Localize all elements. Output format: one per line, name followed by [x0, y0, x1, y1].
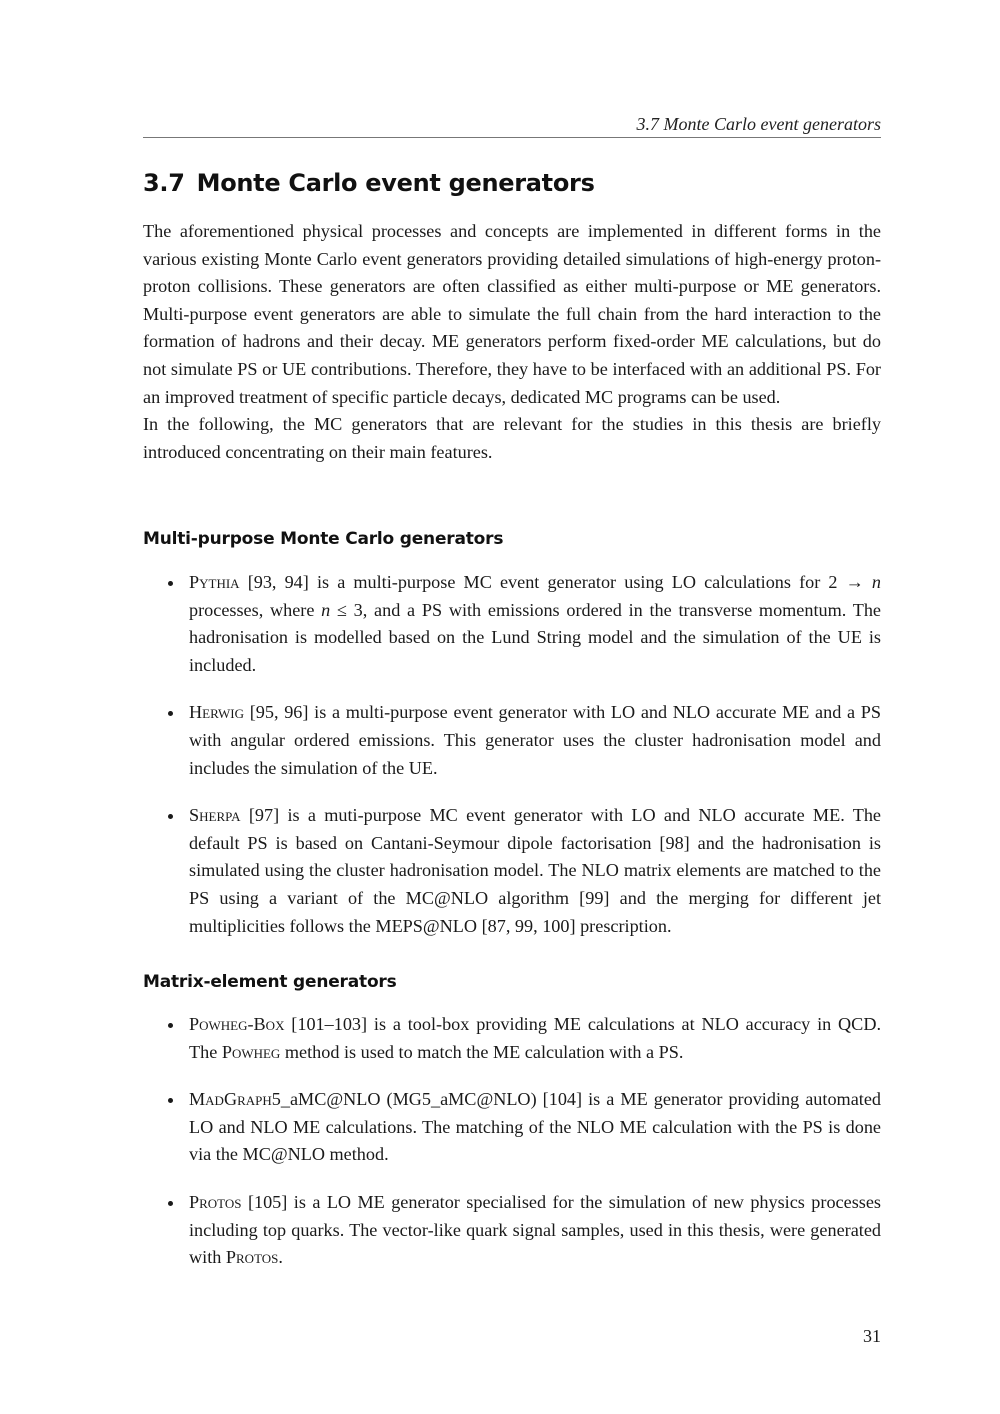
intro-paragraph-2: In the following, the MC generators that are relevant for the studies in this thesis are briefly introduced concentrating on their main features. — [143, 414, 881, 462]
generator-name: Sherpa — [189, 805, 241, 826]
section-number: 3.7 — [143, 169, 185, 197]
generator-name: MadGraph5_aMC@NLO — [189, 1089, 381, 1110]
subsection-title-multipurpose: Multi-purpose Monte Carlo generators — [143, 529, 504, 549]
list-item-sherpa: Sherpa [97] is a muti-purpose MC event generator with LO and NLO accurate ME. The default PS is based on Cantani-Seymour dipole factorisation [98] and the hadronisation is simulated using the cluster hadronisation model. The NLO matrix elements are matched to the PS using a variant of the MC@NLO algorithm [99] and the merging for different jet multiplicities follows the MEPS@NLO [87, 99, 100] prescription. — [143, 802, 881, 940]
generator-name: Herwig — [189, 702, 245, 723]
bullet-icon — [168, 1098, 173, 1103]
citation: [95, 96] — [249, 702, 309, 723]
generator-name: Powheg-Box — [189, 1014, 285, 1034]
bullet-icon — [168, 581, 173, 586]
page-number: 31 — [863, 1326, 881, 1346]
bullet-icon — [168, 1201, 173, 1206]
list-item-madgraph: MadGraph5_aMC@NLO (MG5_aMC@NLO) [104] is a ME generator providing automated LO and NLO ME calculations. The matching of the NLO ME calculation with the PS is done via the MC@NLO method. — [143, 1086, 881, 1169]
multipurpose-list — [143, 569, 881, 940]
section-title — [143, 166, 595, 200]
matrix-element-list — [143, 1011, 881, 1272]
citation: [93, 94] — [247, 572, 309, 592]
bullet-icon — [168, 1023, 173, 1028]
intro-paragraph-1: The aforementioned physical processes and concepts are implemented in different forms in the various existing Monte Carlo event generators providing detailed simulations of high-energy proton-proton collisions. These generators are often classified as either multi-purpose or ME generators. Multi-purpose event generators are able to simulate the full chain from the hard interaction to the formation of hadrons and their decay. ME generators perform fixed-order ME calculations, but do not simulate PS or UE contributions. Therefore, they have to be interfaced with an additional PS. For an improved treatment of specific particle decays, dedicated MC programs can be used. — [143, 221, 881, 407]
list-item-herwig: Herwig [95, 96] is a multi-purpose event generator with LO and NLO accurate ME and a PS with angular ordered emissions. This generator uses the cluster hadronisation model and includes the simulation of the UE. — [143, 699, 881, 782]
bullet-icon — [168, 814, 173, 819]
section-title-text: Monte Carlo event generators — [196, 169, 595, 197]
citation: [101–103] — [291, 1014, 368, 1034]
subsection-title-matrix-element: Matrix-element generators — [143, 972, 397, 992]
list-item-protos: Protos [105] is a LO ME generator specialised for the simulation of new physics processes including top quarks. The vector-like quark signal samples, used in this thesis, were generated with Protos. — [143, 1189, 881, 1272]
generator-name: Pythia — [189, 572, 240, 592]
list-item-powheg-box: Powheg-Box [101–103] is a tool-box providing ME calculations at NLO accuracy in QCD. The Powheg method is used to match the ME calculation with a PS. — [143, 1011, 881, 1066]
citation: [105] — [247, 1191, 288, 1212]
generator-name: Protos — [189, 1191, 242, 1212]
list-item-pythia: Pythia [93, 94] is a multi-purpose MC event generator using LO calculations for 2 → n processes, where n ≤ 3, and a PS with emissions ordered in the transverse momentum. The hadronisation is modelled based on the Lund String model and the simulation of the UE is included. — [143, 569, 881, 679]
citation: [97] — [248, 805, 280, 826]
running-header: 3.7 Monte Carlo event generators — [636, 114, 881, 134]
bullet-icon — [168, 711, 173, 716]
intro-text — [143, 218, 881, 466]
header-rule — [143, 137, 881, 138]
